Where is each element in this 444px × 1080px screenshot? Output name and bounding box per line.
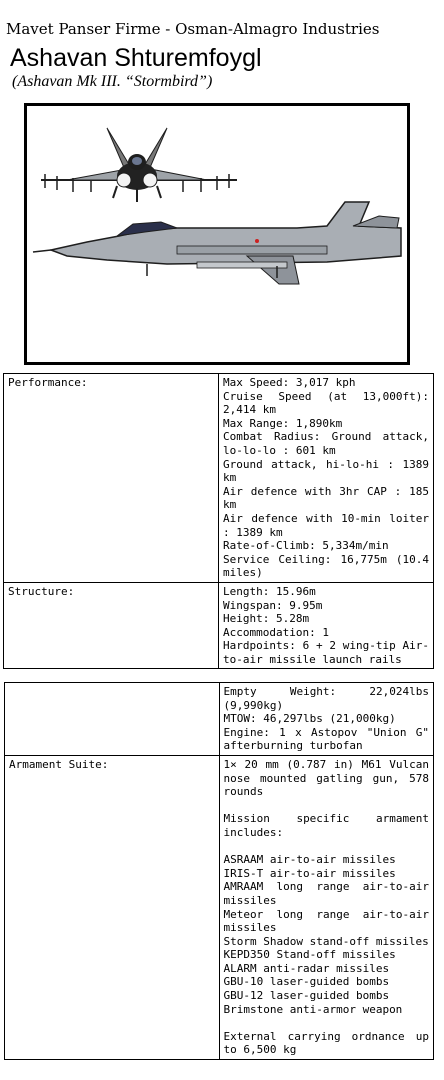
table-row <box>5 755 434 1059</box>
list-item: IRIS-T air-to-air missiles <box>223 866 396 880</box>
specs-table-performance-structure <box>3 373 434 669</box>
list-item: 1× 20 mm (0.787 in) M61 Vulcan nose mounted gatling gun, 578 rounds <box>223 757 429 799</box>
list-item: Engine: 1 x Astopov "Union G" afterburning turbofan <box>223 725 429 753</box>
list-item: GBU-10 laser-guided bombs <box>223 975 390 989</box>
list-item: MTOW: 46,297lbs (21,000kg) <box>223 712 396 726</box>
list-item: Height: 5.28m <box>223 612 310 626</box>
list-item: Meteor long range air-to-air missiles <box>223 907 429 935</box>
armament-values <box>219 755 434 1059</box>
list-item: Ground attack, hi-lo-hi : 1389 km <box>223 457 429 485</box>
aircraft-front-view-icon <box>41 128 237 202</box>
list-item: Hardpoints: 6 + 2 wing-tip Air-to-air missile launch rails <box>223 639 429 666</box>
list-item: Accommodation: 1 <box>223 625 329 639</box>
list-item: KEPD350 Stand-off missiles <box>223 948 396 962</box>
list-item: Air defence with 3hr CAP : 185 km <box>223 484 429 512</box>
table-row <box>4 582 434 669</box>
list-item: GBU-12 laser-guided bombs <box>223 989 390 1003</box>
list-item: Combat Radius: Ground attack, lo-lo-lo : 601 km <box>223 430 429 457</box>
list-item: External carrying ordnance up to 6,500 kg <box>223 1029 429 1057</box>
list-item: ALARM anti-radar missiles <box>223 961 390 975</box>
structure-label: Structure: <box>4 582 219 669</box>
list-item: Storm Shadow stand-off missiles <box>223 934 429 948</box>
list-item: Mission specific armament includes: <box>223 812 429 839</box>
list-item: ASRAAM air-to-air missiles <box>223 853 396 867</box>
list-item: Air defence with 10-min loiter : 1389 km <box>223 511 429 539</box>
aircraft-illustration <box>24 103 410 365</box>
performance-values <box>219 374 434 583</box>
structure-values <box>219 582 434 669</box>
weight-label <box>5 683 220 756</box>
list-item: AMRAAM long range air-to-air missiles <box>223 880 429 907</box>
specs-table-weight-armament <box>4 682 434 1060</box>
list-item: Max Speed: 3,017 kph <box>223 376 356 389</box>
spacer <box>224 1016 430 1030</box>
list-item: Brimstone anti-armor weapon <box>223 1002 403 1016</box>
performance-label: Performance: <box>4 374 219 583</box>
table-row <box>5 683 434 756</box>
list-item: Max Range: 1,890km <box>223 416 343 430</box>
armament-label: Armament Suite: <box>5 755 220 1059</box>
aircraft-icon <box>27 106 407 362</box>
table-row <box>4 374 434 583</box>
list-item: Cruise Speed (at 13,000ft): 2,414 km <box>223 389 429 417</box>
spacer <box>224 799 430 813</box>
list-item: Empty Weight: 22,024lbs (9,990kg) <box>223 685 429 712</box>
aircraft-subtitle: (Ashavan Mk III. “Stormbird”) <box>12 73 213 90</box>
weight-values <box>219 683 434 756</box>
list-item: Service Ceiling: 16,775m (10.4 miles) <box>223 552 429 580</box>
company-header: Mavet Panser Firme - Osman-Almagro Industries <box>6 20 380 38</box>
aircraft-title: Ashavan Shturemfoygl <box>10 44 262 72</box>
list-item: Rate-of-Climb: 5,334m/min <box>223 539 389 553</box>
list-item: Wingspan: 9.95m <box>223 598 323 612</box>
list-item: Length: 15.96m <box>223 584 316 598</box>
aircraft-side-view-icon <box>33 202 401 284</box>
spacer <box>224 840 430 854</box>
